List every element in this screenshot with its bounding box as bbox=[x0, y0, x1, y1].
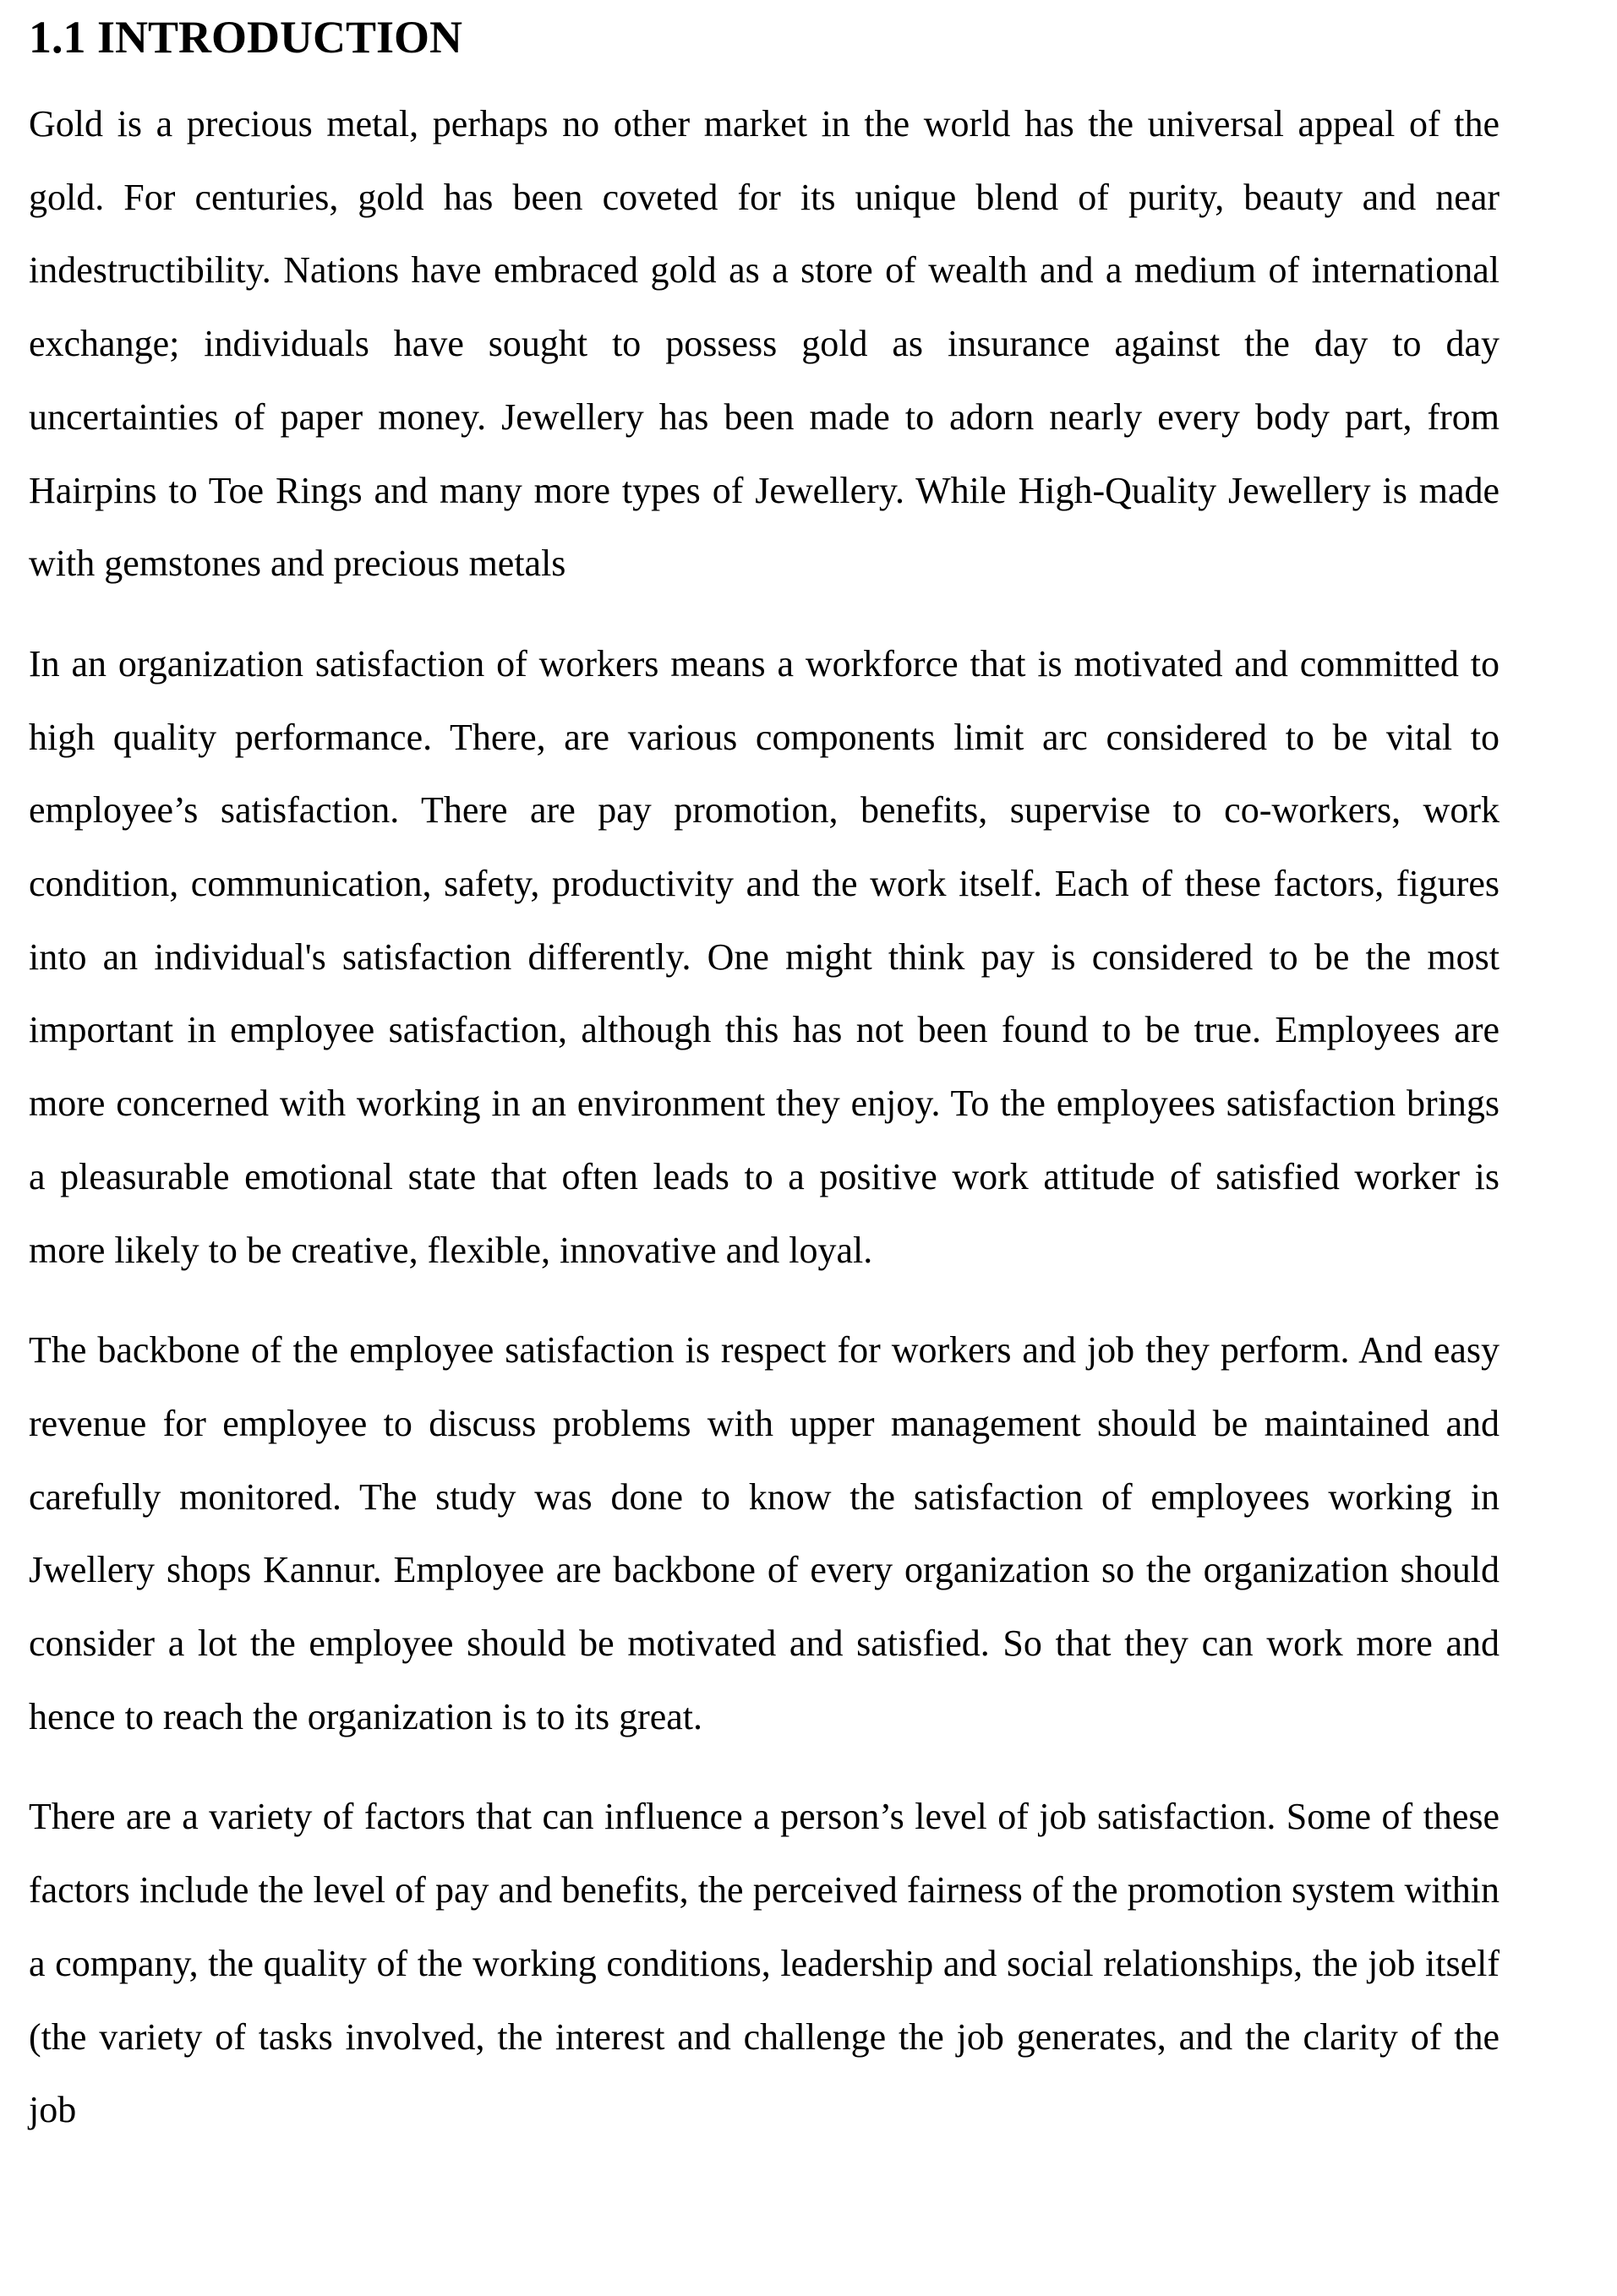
paragraph-backbone-respect: The backbone of the employee satisfaction is respect for workers and job they perform. And easy revenue for employee to discuss problems with upper management should be maintained and carefully monitored. The study was done to know the satisfaction of employees working in Jwellery shops Kannur. Employee are backbone of every organization so the organization should consider a lot the employee should be motivated and satisfied. So that they can work more and hence to reach the organization is to its great. bbox=[29, 1329, 1500, 1737]
paragraph-gold-intro: Gold is a precious metal, perhaps no other market in the world has the universal appeal of the gold. For centuries, gold has been coveted for its unique blend of purity, beauty and near indestructibility. Nations have embraced gold as a store of wealth and a medium of international exchange; individuals have sought to possess gold as insurance against the day to day uncertainties of paper money. Jewellery has been made to adorn nearly every body part, from Hairpins to Toe Rings and many more types of Jewellery. While High-Quality Jewellery is made with gemstones and precious metals bbox=[29, 103, 1500, 585]
paragraph-influencing-factors: There are a variety of factors that can influence a person’s level of job satisfaction. Some of these factors include the level of pay and benefits, the perceived fairness of the promotion system within a company, the quality of the working conditions, leadership and social relationships, the job itself (the variety of tasks involved, the interest and challenge the job generates, and the clarity of the job bbox=[29, 1796, 1500, 2131]
paragraph-worker-satisfaction: In an organization satisfaction of workers means a workforce that is motivated and committed to high quality performance. There, are various components limit arc considered to be vital to employee’s satisfaction. There are pay promotion, benefits, supervise to co-workers, work condition, communication, safety, productivity and the work itself. Each of these factors, figures into an individual's satisfaction differently. One might think pay is considered to be the most important in employee satisfaction, although this has not been found to be true. Employees are more concerned with working in an environment they enjoy. To the employees satisfaction brings a pleasurable emotional state that often leads to a positive work attitude of satisfied worker is more likely to be creative, flexible, innovative and loyal. bbox=[29, 642, 1500, 1271]
section-heading: 1.1 INTRODUCTION bbox=[29, 12, 463, 63]
document-page bbox=[29, 0, 1500, 2147]
